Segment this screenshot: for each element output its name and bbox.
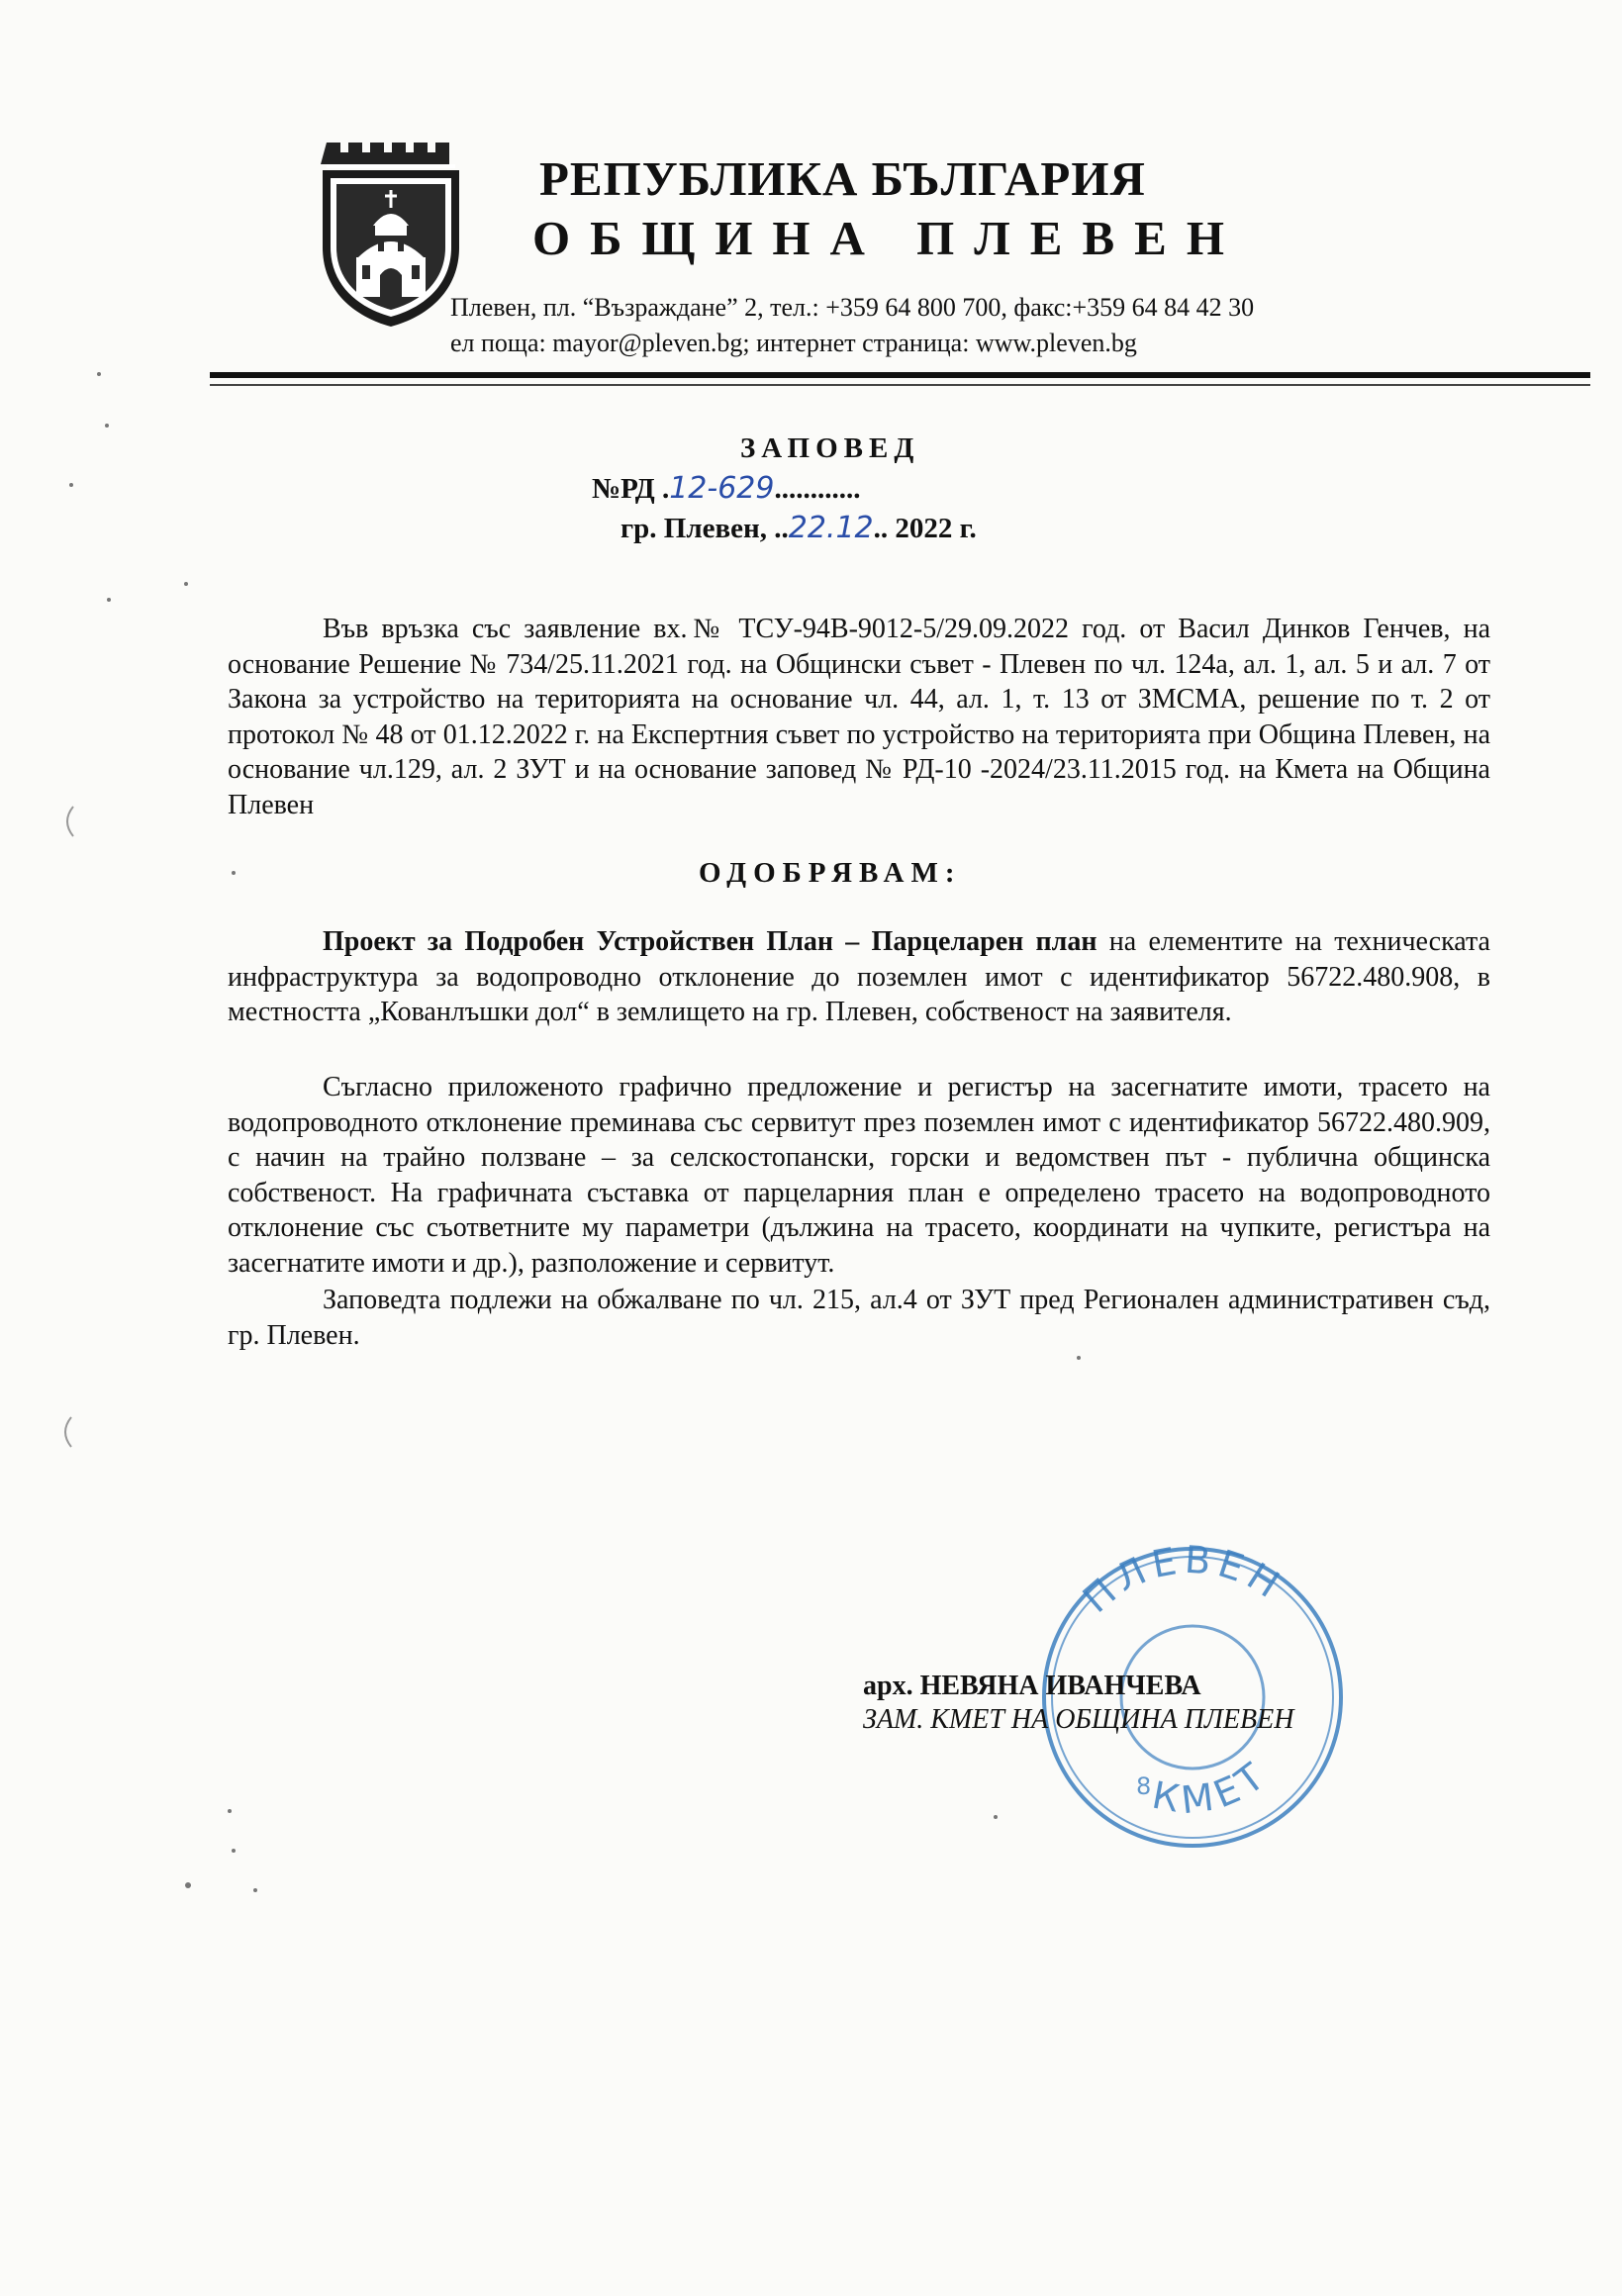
header-divider <box>210 372 1590 378</box>
pleven-coat-of-arms-icon <box>319 139 463 329</box>
signatory-name: арх. НЕВЯНА ИВАНЧЕВА <box>863 1671 1201 1701</box>
project-paragraph <box>228 924 1490 1030</box>
letterhead-subtitle: ОБЩИНА ПЛЕВЕН <box>532 211 1244 265</box>
route-paragraph: Съгласно приложеното графично предложение и регистър на засегнатите имоти, трасето на водопроводното отклонение преминава със сервитут през поземлен имот с идентификатор 56722.480.909, с начин на трайно ползване – за селскостопански, горски и ведомствен път - публична общинска собственост. На графичната съставка от парцеларния план е определено трасето на водопроводното отклонение със съответните му параметри (дължина на трасето, координати на чупките, регистъра на засегнатите имоти и др.), разположение и сервитут. <box>228 1072 1490 1279</box>
order-place: гр. Плевен, <box>620 513 767 544</box>
svg-text:КМЕТ <box>1149 1752 1277 1823</box>
intro-paragraph: Във връзка със заявление вх.№ ТСУ-94В-9012-5/29.09.2022 год. от Васил Динков Генчев, на основание Решение № 734/25.11.2021 год. на Общински съвет - Плевен по чл. 124а, ал. 1, ал. 5 и ал. 7 от Закона за устройство на територията на основание чл. 44, ал. 1, т. 13 от ЗМСМА, решение по т. 2 от протокол № 48 от 01.12.2022 г. на Експертния съвет по устройство на територията при Община Плевен, на основание чл.129, ал. 2 ЗУТ и на основание заповед № РД-10 -2024/23.11.2015 год. на Кмета на Община Плевен <box>228 614 1490 820</box>
order-title: ЗАПОВЕД <box>740 432 920 464</box>
appeal-paragraph: Заповедта подлежи на обжалване по чл. 215, ал.4 от ЗУТ пред Регионален административен съд, гр. Плевен. <box>228 1285 1490 1351</box>
header-divider-thin <box>210 384 1590 386</box>
letterhead-address: Плевен, пл. “Възраждане” 2, тел.: +359 64 800 700, факс:+359 64 84 42 30 <box>450 293 1255 322</box>
approve-heading: ОДОБРЯВАМ: <box>699 857 962 889</box>
order-place-date: гр. Плевен, ..22.12.. 2022 г. <box>620 511 977 545</box>
order-date-handwritten: 22.12 <box>788 511 874 545</box>
stamp-digit: 8 <box>1136 1772 1152 1800</box>
order-number-handwritten: 12-629 <box>669 471 775 506</box>
stamp-text-top: ПЛЕВЕН <box>1074 1537 1292 1622</box>
order-number-prefix: №РД <box>592 473 655 505</box>
order-number-dots: ............ <box>774 473 861 505</box>
stamp-text-bottom: КМЕТ <box>1148 1751 1278 1823</box>
letterhead-title: РЕПУБЛИКА БЪЛГАРИЯ <box>539 151 1146 206</box>
letterhead-contacts: ел поща: mayor@pleven.bg; интернет страница: www.pleven.bg <box>450 329 1137 357</box>
project-title: Проект за Подробен Устройствен План – Парцеларен план <box>323 926 1097 957</box>
project-description: на елементите на техническата инфраструктура за водопроводно отклонение до поземлен имот с идентификатор 56722.480.908, в местността „Кованлъшки дол“ в землището на гр. Плевен, собственост на заявителя. <box>228 926 1490 1028</box>
order-number: №РД .12-629............ <box>592 471 861 506</box>
order-year: 2022 г. <box>895 513 977 544</box>
signatory-role: ЗАМ. КМЕТ НА ОБЩИНА ПЛЕВЕН <box>863 1704 1294 1735</box>
